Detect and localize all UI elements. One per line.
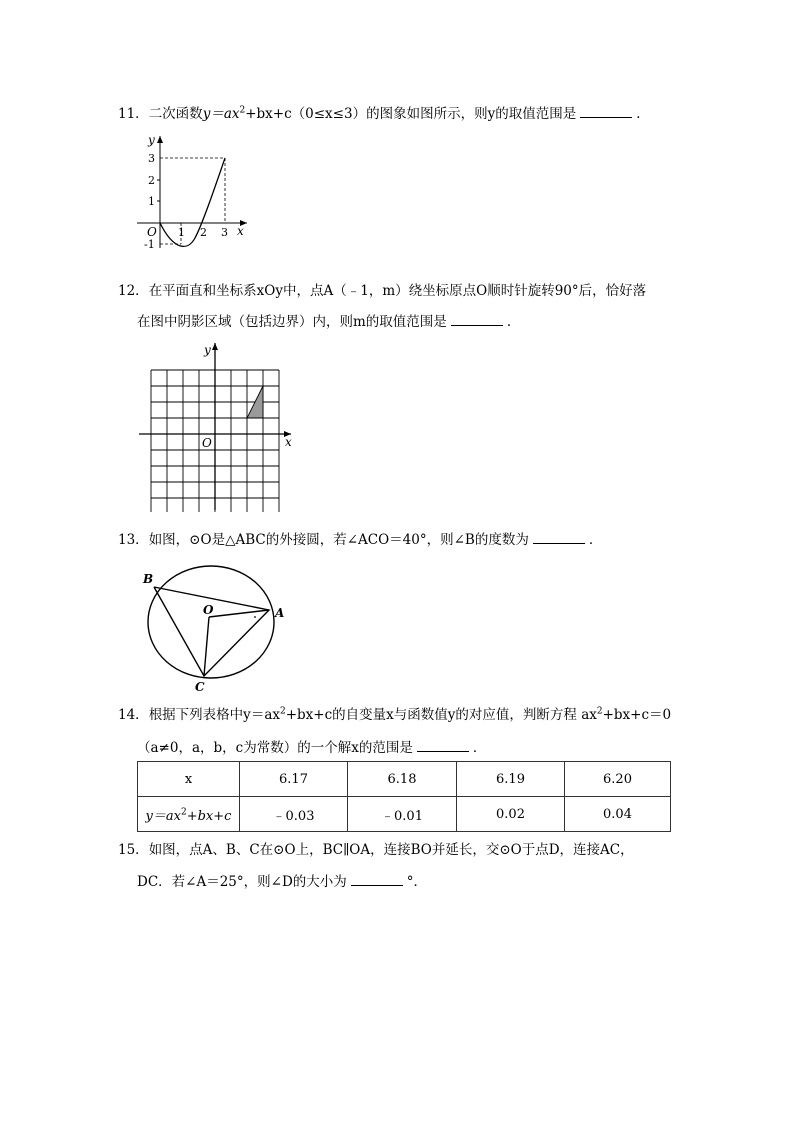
question-15 (118, 840, 634, 860)
q12-x-label: x (285, 435, 292, 449)
q11-xtick-3: 3 (221, 226, 228, 239)
table-header-y (138, 797, 240, 832)
q14-sup2: 2 (596, 706, 603, 717)
q11-x-label: x (237, 224, 244, 238)
q14-number: 14． (118, 707, 149, 723)
q14-line1-a: 根据下列表格中y＝ax (148, 707, 280, 723)
question-14 (118, 705, 671, 725)
q13-circle (148, 566, 274, 678)
table-cell: 6.17 (240, 762, 348, 797)
q14-line2: （a≠0，a，b，c为常数）的一个解x的范围是 (137, 740, 413, 756)
q13-end: ． (588, 532, 603, 548)
q11-y-label: y (148, 133, 155, 147)
q15-number: 15． (118, 842, 149, 858)
q11-xtick-2: 2 (200, 226, 207, 239)
q12-line1: 在平面直和坐标系xOy中，点A（﹣1，m）绕坐标原点O顺时针旋转90°后，恰好落 (148, 283, 647, 299)
table-header-x: x (138, 762, 240, 797)
q11-ytick-2: 2 (148, 174, 155, 187)
q12-y-arrow (212, 343, 218, 350)
table-cell: 0.02 (457, 797, 565, 832)
q11-graph (135, 130, 255, 252)
q11-parabola (160, 158, 225, 246)
question-15-line2 (137, 871, 427, 892)
q13-segment-oa (209, 610, 269, 617)
q15-end: °． (406, 874, 428, 890)
q13-triangle (154, 587, 269, 676)
question-14-line2 (137, 737, 486, 758)
q11-end: ． (636, 106, 650, 122)
table-header-y-a: y＝ax (145, 808, 181, 824)
q13-circle-figure (137, 565, 297, 697)
q13-label-o: O (203, 603, 214, 617)
table-cell: 6.18 (348, 762, 457, 797)
q11-expr2: +bx+c（0≤x≤3）的图象如图所示，则y的取值范围是 (245, 106, 577, 122)
q11-expr: y＝ax (202, 106, 240, 122)
q13-label-a: A (275, 606, 285, 620)
table-cell: 6.19 (457, 762, 565, 797)
table-cell: ﹣0.01 (348, 797, 457, 832)
q15-answer-blank[interactable] (351, 871, 403, 886)
question-13 (118, 529, 602, 550)
q13-text: 如图，⊙O是△ABC的外接圆，若∠ACO＝40°，则∠B的度数为 (148, 532, 529, 548)
q14-end: ． (472, 740, 487, 756)
table-cell: 6.20 (565, 762, 671, 797)
table-cell: 0.04 (565, 797, 671, 832)
q13-number: 13． (118, 532, 149, 548)
q13-answer-blank[interactable] (533, 529, 585, 544)
q12-number: 12． (118, 283, 149, 299)
q13-label-b: B (143, 572, 154, 586)
table-header-y-b: +bx+c (186, 808, 232, 824)
q12-end: ． (506, 314, 521, 330)
question-11 (118, 103, 650, 124)
q13-label-c: C (195, 680, 205, 694)
table-row (138, 762, 671, 797)
table-header-y-sup: 2 (180, 807, 187, 818)
q11-ytick-1: 1 (148, 195, 155, 208)
q15-line2: DC．若∠A＝25°，则∠D的大小为 (137, 874, 347, 890)
q13-segment-oc (204, 617, 209, 676)
q14-line1-c: +bx+c＝0 (602, 707, 672, 723)
q12-origin: O (202, 436, 212, 450)
q11-sup: 2 (239, 105, 246, 116)
q12-y-label: y (204, 343, 211, 357)
question-12-line2 (137, 311, 520, 332)
q11-number: 11． (118, 106, 149, 122)
q14-value-table (137, 761, 671, 832)
table-row (138, 797, 671, 832)
q11-ytick-3: 3 (148, 152, 155, 165)
q11-y-arrow (157, 136, 163, 143)
q12-grid-figure (137, 340, 297, 512)
q12-line2: 在图中阴影区域（包括边界）内，则m的取值范围是 (137, 314, 447, 330)
q14-sup1: 2 (279, 706, 286, 717)
q11-xtick-1: 1 (178, 226, 185, 239)
table-cell: ﹣0.03 (240, 797, 348, 832)
q11-origin: O (147, 225, 157, 239)
q15-line1: 如图，点A、B、C在⊙O上，BC∥OA，连接BO并延长，交⊙O于点D，连接AC， (148, 842, 634, 858)
q11-answer-blank[interactable] (580, 103, 632, 118)
q11-ytick-neg1: -1 (144, 238, 155, 251)
q14-answer-blank[interactable] (417, 737, 469, 752)
q11-text-a: 二次函数 (148, 106, 203, 122)
question-12 (118, 281, 646, 301)
q12-answer-blank[interactable] (451, 311, 503, 326)
q14-line1-b: +bx+c的自变量x与函数值y的对应值，判断方程 ax (285, 707, 597, 723)
